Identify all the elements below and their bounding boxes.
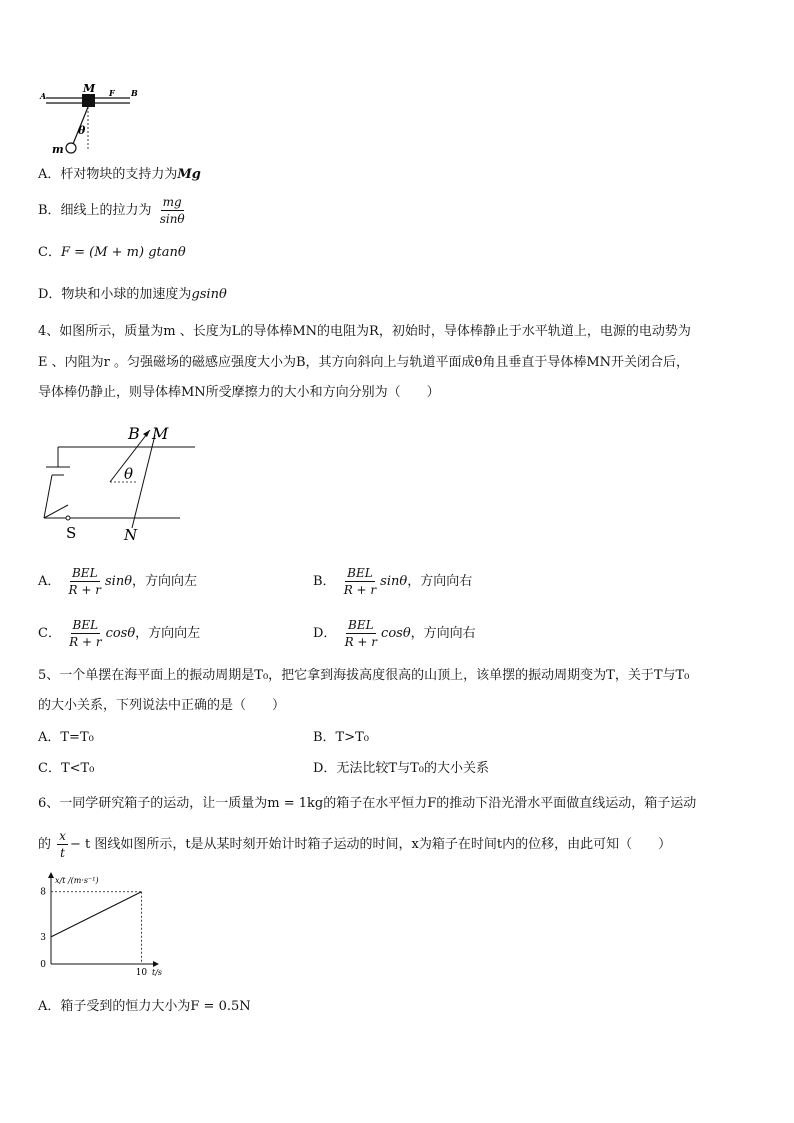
y-tick-label: 8 — [40, 887, 46, 898]
q3-option-a: A．杆对物块的支持力为Mg — [38, 167, 201, 182]
label-theta: θ — [78, 124, 86, 137]
y-tick-label: 0 — [40, 960, 46, 970]
q5-option-a: A．T=T₀ — [38, 730, 94, 745]
q5-stem-line2: 的大小关系，下列说法中正确的是（ ） — [38, 698, 286, 713]
q3-option-c: C．F = (M + m) gtanθ — [38, 245, 186, 260]
figure-circuit-rails — [38, 422, 203, 547]
block-m — [82, 94, 95, 107]
q6-option-a: A．箱子受到的恒力大小为F = 0.5N — [38, 999, 251, 1014]
q5-stem-line1: 5、一个单摆在海平面上的振动周期是T₀，把它拿到海拔高度很高的山顶上，该单摆的振动周期变为T，关于T与T₀ — [38, 668, 690, 683]
fraction: $\frac{mg}{\sin\theta}$ — [159, 195, 185, 226]
q3-option-d: D．物块和小球的加速度为gsinθ — [38, 287, 227, 302]
switch-contact — [66, 516, 70, 520]
wire-left-mid — [44, 475, 52, 518]
q4-option-b: B． $\frac{\text{BEL}}{R + r}$ sinθ，方向向右 — [313, 566, 473, 597]
figure-block-pendulum — [38, 82, 148, 160]
label-B: B — [131, 88, 138, 98]
q5-option-c: C．T<T₀ — [38, 761, 95, 776]
q6-stem-line1: 6、一同学研究箱子的运动，让一质量为m = 1kg的箱子在水平恒力F的推动下沿光滑水平面做直线运动，箱子运动 — [38, 796, 697, 811]
x-axis-label: t/s — [152, 968, 163, 977]
q4-option-d: D． $\frac{\text{BEL}}{R + r}$ cosθ，方向向右 — [313, 618, 476, 649]
label-S: S — [66, 524, 77, 542]
ball-m — [66, 143, 76, 153]
label-B: B — [128, 424, 140, 443]
xt-t-chart — [35, 872, 163, 980]
q4-option-c: C． $\frac{\text{BEL}}{R + r}$ cosθ，方向向左 — [38, 618, 201, 649]
y-axis-arrow — [48, 872, 54, 878]
label-M: M — [83, 82, 96, 95]
label-N: N — [124, 526, 138, 544]
switch-blade — [44, 505, 68, 518]
label-M: M — [152, 424, 169, 443]
q4-stem-line1: 4、如图所示，质量为m 、长度为L的导体棒MN的电阻为R，初始时，导体棒静止于水平轨道上，电源的电动势为 — [38, 324, 691, 339]
series-line — [51, 892, 141, 937]
field-b-arrowhead — [143, 430, 150, 437]
q4-stem-line3: 导体棒仍静止，则导体棒MN所受摩擦力的大小和方向分别为（ ） — [38, 385, 440, 400]
label-F: F — [109, 88, 115, 98]
q6-stem-line2: 的 $\frac{x}{t}$ − t 图线如图所示，t是从某时刻开始计时箱子运动的时间，x为箱子在时间t内的位移，由此可知（ ） — [38, 829, 672, 860]
x-axis-arrow — [153, 961, 159, 967]
y-axis-label: x/t /(m·s⁻¹) — [55, 876, 99, 885]
label-theta: θ — [124, 465, 134, 483]
x-tick-label: 10 — [135, 968, 148, 978]
y-tick-label: 3 — [40, 932, 46, 943]
q3-option-b: B．细线上的拉力为 $\frac{mg}{\sin\theta}$ — [38, 195, 185, 226]
q4-stem-line2: E 、内阻为r 。匀强磁场的磁感应强度大小为B，其方向斜向上与轨道平面成θ角且垂直于导体棒MN开关闭合后， — [38, 355, 690, 370]
q5-option-b: B．T>T₀ — [313, 730, 369, 745]
q5-option-d: D．无法比较T与T₀的大小关系 — [313, 761, 489, 776]
label-m: m — [52, 143, 64, 156]
q4-option-a: A． $\frac{\text{BEL}}{R + r}$ sinθ，方向向左 — [38, 566, 198, 597]
label-A: A — [40, 91, 47, 101]
